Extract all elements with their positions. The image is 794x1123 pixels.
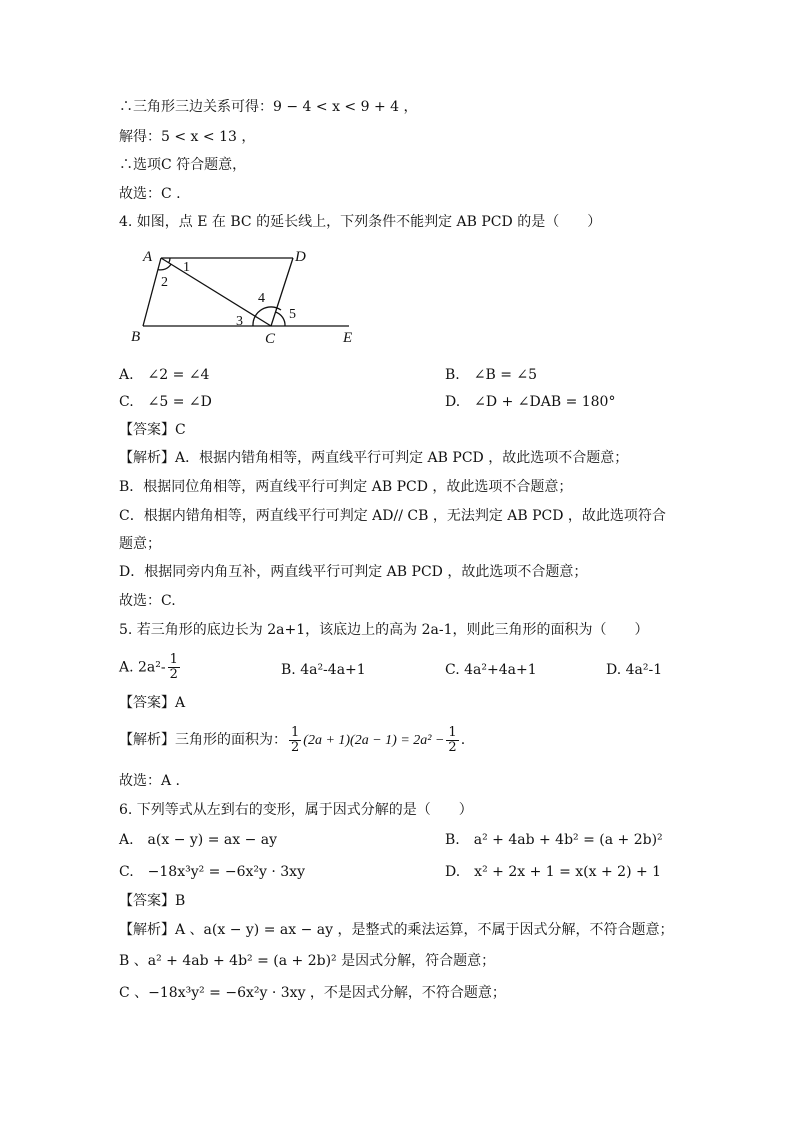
angle-arc-5 — [276, 312, 286, 326]
q5-choose: 故选：A . — [119, 773, 181, 789]
text-line-choose-c: 故选：C . — [119, 186, 181, 202]
q5-option-a-prefix: A. 2a²- — [119, 659, 166, 676]
q5-analysis-end: . — [460, 732, 466, 748]
text-line-triangle-relation: ∴三角形三边关系可得：9 − 4 < x < 9 + 4 ， — [119, 99, 418, 115]
label-angle-5: 5 — [289, 307, 296, 322]
q5-analysis-fraction-2 — [446, 726, 458, 755]
label-point-a: A — [143, 249, 153, 265]
label-point-d: D — [295, 249, 306, 265]
q6-option-c: C. −18x³y² = −6x²y · 3xy — [119, 864, 305, 880]
q4-analysis-line-4: 题意； — [119, 536, 161, 552]
q4-stem: 4. 如图，点 E 在 BC 的延长线上，下列条件不能判定 AB PCD 的是（ ） — [119, 214, 602, 230]
q6-option-d: D. x² + 2x + 1 = x(x + 2) + 1 — [445, 864, 662, 880]
q5-option-a — [119, 653, 182, 682]
q4-analysis-line-5: D．根据同旁内角互补，两直线平行可判定 AB PCD ，故此选项不合题意； — [119, 564, 588, 580]
q5-analysis-frac1-denominator: 2 — [291, 739, 300, 755]
q5-stem: 5. 若三角形的底边长为 2a+1，该底边上的高为 2a-1，则此三角形的面积为（ ） — [119, 622, 649, 638]
q4-option-a: A. ∠2 = ∠4 — [119, 367, 210, 383]
label-angle-3: 3 — [236, 314, 243, 329]
q5-option-a-fraction — [168, 653, 180, 682]
angle-arc-1 — [169, 258, 170, 263]
q5-option-b: B. 4a²-4a+1 — [281, 662, 366, 678]
label-angle-2: 2 — [161, 275, 168, 290]
q5-analysis — [119, 722, 465, 759]
q4-option-d: D. ∠D + ∠DAB = 180° — [445, 394, 616, 410]
q5-analysis-frac1-numerator: 1 — [291, 724, 300, 740]
q5-analysis-frac2-numerator: 1 — [448, 724, 457, 740]
q6-stem: 6. 下列等式从左到右的变形，属于因式分解的是（ ） — [119, 802, 473, 818]
q4-analysis-line-1: 【解析】A．根据内错角相等，两直线平行可判定 AB PCD ，故此选项不合题意； — [119, 450, 629, 466]
q5-analysis-prefix: 【解析】三角形的面积为： — [119, 732, 287, 748]
label-point-b: B — [131, 329, 141, 345]
q6-answer: 【答案】B — [119, 893, 186, 909]
text-line-option-c-fits: ∴选项C 符合题意， — [119, 157, 247, 173]
label-angle-4: 4 — [258, 291, 265, 306]
q5-analysis-fraction-1 — [289, 726, 301, 755]
q6-analysis-line-2: B 、a² + 4ab + 4b² = (a + 2b)² 是因式分解，符合题意； — [119, 953, 496, 969]
q5-option-a-denominator: 2 — [169, 667, 178, 682]
q4-answer: 【答案】C — [119, 422, 186, 438]
label-point-c: C — [265, 331, 276, 347]
q5-option-d: D. 4a²-1 — [606, 662, 663, 678]
q5-option-c: C. 4a²+4a+1 — [445, 662, 537, 678]
q4-analysis-line-2: B．根据同位角相等，两直线平行可判定 AB PCD ，故此选项不合题意； — [119, 479, 573, 495]
q5-option-a-numerator: 1 — [169, 652, 178, 667]
q5-analysis-frac2-denominator: 2 — [448, 739, 457, 755]
q6-option-b: B. a² + 4ab + 4b² = (a + 2b)² — [445, 832, 663, 848]
q4-option-b: B. ∠B = ∠5 — [445, 367, 538, 383]
text-line-solution: 解得：5 < x < 13 ， — [119, 129, 256, 145]
q6-analysis-line-1: 【解析】A 、a(x − y) = ax − ay ，是整式的乘法运算，不属于因式分解，不符合题意； — [119, 922, 674, 938]
q4-analysis-line-6: 故选：C. — [119, 593, 176, 609]
q4-analysis-line-3: C．根据内错角相等，两直线平行可判定 AD// CB ，无法判定 AB PCD ，故此选项符合 — [119, 508, 666, 524]
angle-arc-2 — [158, 264, 171, 270]
q5-answer: 【答案】A — [119, 695, 186, 711]
label-angle-1: 1 — [183, 260, 190, 275]
q6-option-a: A. a(x − y) = ax − ay — [119, 832, 278, 848]
q5-analysis-expression: (2a + 1)(2a − 1) = 2a² − — [303, 733, 445, 748]
segment-ab — [143, 258, 161, 326]
q4-option-c: C. ∠5 = ∠D — [119, 394, 212, 410]
q4-figure — [125, 244, 365, 349]
label-point-e: E — [343, 330, 353, 346]
q6-analysis-line-3: C 、−18x³y² = −6x²y · 3xy ，不是因式分解，不符合题意； — [119, 985, 506, 1001]
